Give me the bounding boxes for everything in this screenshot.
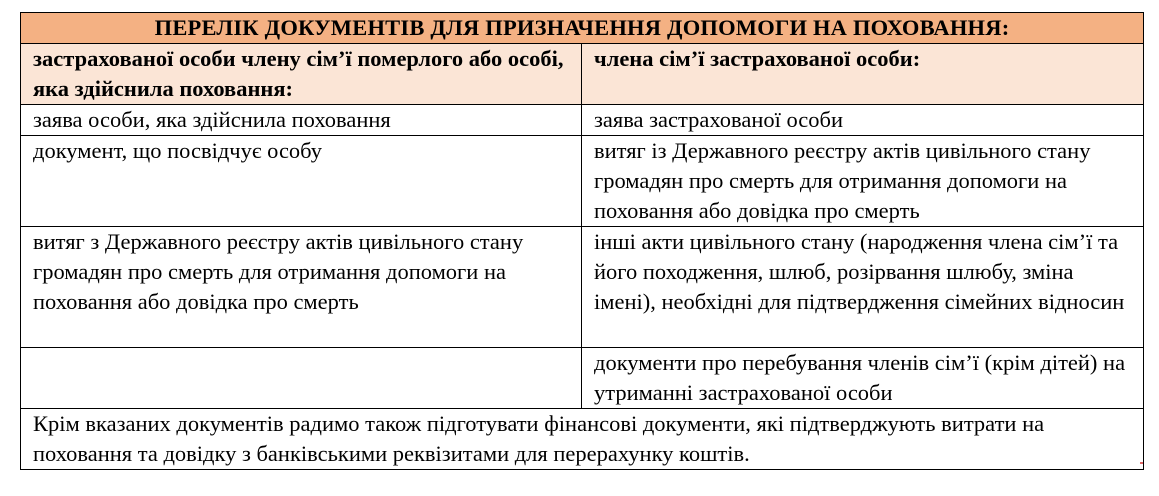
- column-header-insured-person: застрахованої особи члену сім’ї померлого або особі, яка здійснила поховання:: [21, 44, 582, 105]
- documents-table: [20, 12, 1144, 470]
- note-row: [21, 409, 1144, 470]
- table-row: [21, 227, 1144, 348]
- financial-documents-note: Крім вказаних документів радимо також підготувати фінансові документи, які підтверджують витрати на поховання та довідку з банківськими реквізитами для перерахунку коштів.: [21, 409, 1144, 470]
- table-title: ПЕРЕЛІК ДОКУМЕНТІВ ДЛЯ ПРИЗНАЧЕННЯ ДОПОМОГИ НА ПОХОВАННЯ:: [21, 13, 1144, 44]
- table-row: [21, 105, 1144, 136]
- table-row: [21, 348, 1144, 409]
- header-row: [21, 44, 1144, 105]
- table-cell-right: інші акти цивільного стану (народження члена сім’ї та його походження, шлюб, розірвання шлюбу, зміна імені), необхідні для підтвердження сімейних відносин: [582, 227, 1144, 348]
- table-cell-right: документи про перебування членів сім’ї (крім дітей) на утриманні застрахованої особи: [582, 348, 1144, 409]
- table-cell-right: заява застрахованої особи: [582, 105, 1144, 136]
- table-cell-left: документ, що посвідчує особу: [21, 136, 582, 227]
- table-cell-right: витяг із Державного реєстру актів цивільного стану громадян про смерть для отримання допомоги на поховання або довідка про смерть: [582, 136, 1144, 227]
- edge-mark: [1140, 462, 1143, 464]
- title-row: [21, 13, 1144, 44]
- table-row: [21, 136, 1144, 227]
- table-cell-left: [21, 348, 582, 409]
- column-header-family-member: члена сім’ї застрахованої особи:: [582, 44, 1144, 105]
- table-cell-left: витяг з Державного реєстру актів цивільного стану громадян про смерть для отримання допомоги на поховання або довідка про смерть: [21, 227, 582, 348]
- table-cell-left: заява особи, яка здійснила поховання: [21, 105, 582, 136]
